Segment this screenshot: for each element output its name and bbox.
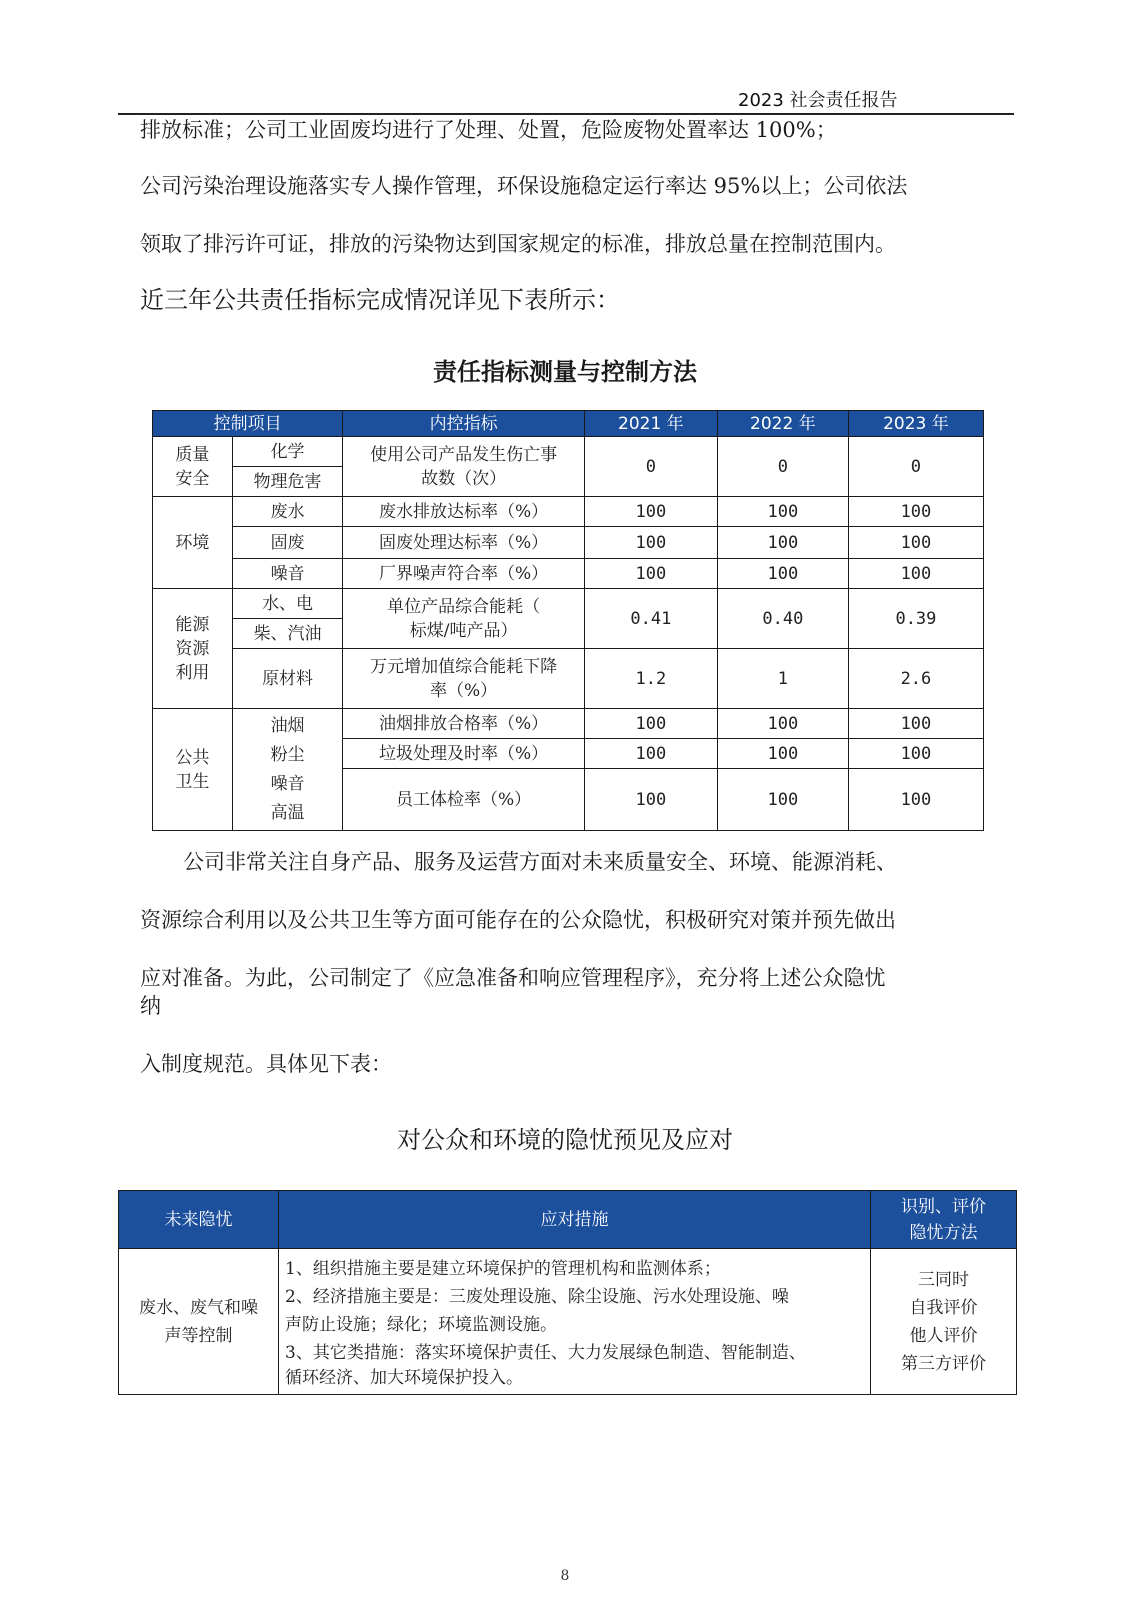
- method-cell: 三同时 自我评价 他人评价 第三方评价: [871, 1249, 1017, 1395]
- value-cell: 100: [717, 709, 848, 739]
- indicator-energy-reduction: 万元增加值综合能耗下降 率（%）: [343, 649, 585, 709]
- category-public-hygiene: 公共 卫生: [153, 709, 233, 831]
- paragraph-line: 近三年公共责任指标完成情况详见下表所示：: [140, 286, 620, 314]
- value-cell: 100: [584, 497, 717, 527]
- header-measures: 应对措施: [279, 1191, 871, 1249]
- public-concerns-table: [118, 1190, 1017, 1395]
- paragraph-line: 资源综合利用以及公共卫生等方面可能存在的公众隐忧，积极研究对策并预先做出: [140, 908, 896, 932]
- value-cell: 0.39: [848, 589, 983, 649]
- header-method: 识别、评价 隐忧方法: [871, 1191, 1017, 1249]
- value-cell: 100: [848, 769, 983, 831]
- indicator-cell: 员工体检率（%）: [343, 769, 585, 831]
- paragraph-line: 应对准备。为此，公司制定了《应急准备和响应管理程序》，充分将上述公众隐忧: [140, 966, 886, 990]
- item-noise: 噪音: [232, 559, 343, 589]
- value-cell: 100: [848, 527, 983, 559]
- header-future-concern: 未来隐忧: [119, 1191, 279, 1249]
- item-physical-hazard: 物理危害: [232, 467, 343, 497]
- value-cell: 0: [848, 437, 983, 497]
- header-year-2023: 2023 年: [848, 411, 983, 437]
- header-year-2022: 2022 年: [717, 411, 848, 437]
- value-cell: 0.40: [717, 589, 848, 649]
- indicator-cell: 废水排放达标率（%）: [343, 497, 585, 527]
- item-diesel-gasoline: 柴、汽油: [232, 619, 343, 649]
- header-divider: [118, 113, 1014, 115]
- value-cell: 0.41: [584, 589, 717, 649]
- header-year-2021: 2021 年: [584, 411, 717, 437]
- item-solid-waste: 固废: [232, 527, 343, 559]
- value-cell: 100: [584, 769, 717, 831]
- items-hygiene: 油烟 粉尘 噪音 高温: [232, 709, 343, 831]
- responsibility-indicators-table: [152, 410, 984, 831]
- report-header-title: 2023 社会责任报告: [738, 90, 898, 111]
- table2-title: 对公众和环境的隐忧预见及应对: [397, 1126, 733, 1154]
- indicator-cell: 油烟排放合格率（%）: [343, 709, 585, 739]
- indicator-casualty: 使用公司产品发生伤亡事 故数（次）: [343, 437, 585, 497]
- value-cell: 100: [584, 559, 717, 589]
- value-cell: 100: [848, 739, 983, 769]
- value-cell: 100: [717, 559, 848, 589]
- value-cell: 100: [848, 559, 983, 589]
- paragraph-line: 公司非常关注自身产品、服务及运营方面对未来质量安全、环境、能源消耗、: [183, 850, 897, 874]
- value-cell: 1: [717, 649, 848, 709]
- table1-title: 责任指标测量与控制方法: [433, 358, 697, 386]
- paragraph-line: 排放标准；公司工业固废均进行了处理、处置，危险废物处置率达 100%；: [140, 118, 837, 142]
- item-wastewater: 废水: [232, 497, 343, 527]
- value-cell: 100: [848, 709, 983, 739]
- value-cell: 2.6: [848, 649, 983, 709]
- measures-cell: 1、组织措施主要是建立环境保护的管理机构和监测体系； 2、经济措施主要是：三废处理设施、除尘设施、污水处理设施、噪 声防止设施；绿化；环境监测设施。 3、其它类措施：落实环境保护责任、大力发展绿色制造、智能制造、 循环经济、加大环境保护投入。: [279, 1249, 871, 1395]
- value-cell: 100: [717, 739, 848, 769]
- header-indicator: 内控指标: [343, 411, 585, 437]
- concern-cell: 废水、废气和噪 声等控制: [119, 1249, 279, 1395]
- indicator-cell: 厂界噪声符合率（%）: [343, 559, 585, 589]
- value-cell: 1.2: [584, 649, 717, 709]
- value-cell: 0: [717, 437, 848, 497]
- value-cell: 100: [584, 709, 717, 739]
- value-cell: 100: [584, 527, 717, 559]
- category-energy-resources: 能源 资源 利用: [153, 589, 233, 709]
- item-water-electricity: 水、电: [232, 589, 343, 619]
- value-cell: 100: [848, 497, 983, 527]
- indicator-cell: 垃圾处理及时率（%）: [343, 739, 585, 769]
- indicator-energy-consumption: 单位产品综合能耗（ 标煤/吨产品）: [343, 589, 585, 649]
- value-cell: 0: [584, 437, 717, 497]
- category-quality-safety: 质量 安全: [153, 437, 233, 497]
- value-cell: 100: [717, 497, 848, 527]
- paragraph-line: 公司污染治理设施落实专人操作管理，环保设施稳定运行率达 95%以上；公司依法: [140, 174, 908, 198]
- paragraph-line: 领取了排污许可证，排放的污染物达到国家规定的标准，排放总量在控制范围内。: [140, 232, 896, 256]
- header-control-item: 控制项目: [153, 411, 343, 437]
- paragraph-line: 纳: [140, 994, 161, 1018]
- value-cell: 100: [717, 527, 848, 559]
- item-chemical: 化学: [232, 437, 343, 467]
- page-number: 8: [560, 1568, 570, 1584]
- category-environment: 环境: [153, 497, 233, 589]
- indicator-cell: 固废处理达标率（%）: [343, 527, 585, 559]
- value-cell: 100: [717, 769, 848, 831]
- item-raw-materials: 原材料: [232, 649, 343, 709]
- paragraph-line: 入制度规范。具体见下表：: [140, 1052, 392, 1076]
- value-cell: 100: [584, 739, 717, 769]
